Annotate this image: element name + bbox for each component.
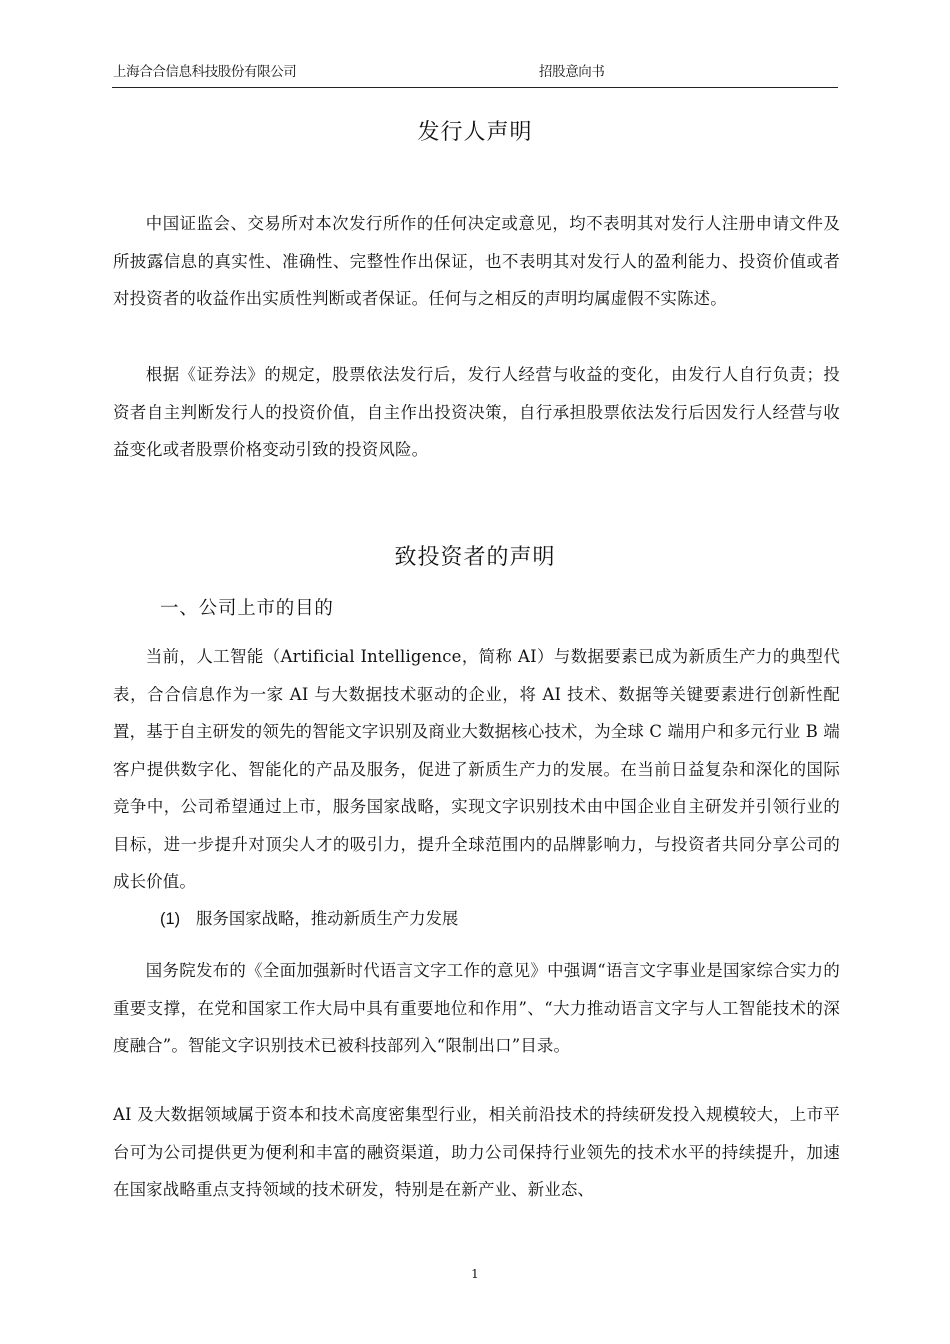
header-document-type: 招股意向书 [539,64,605,80]
subsection-title: 服务国家战略，推动新质生产力发展 [196,909,459,928]
header-divider [112,87,838,88]
page-number: 1 [471,1267,479,1281]
investor-statement-title: 致投资者的声明 [394,545,556,570]
subsection-number: (1) [160,910,181,928]
issuer-statement-title: 发行人声明 [417,120,533,145]
section-heading-listing-purpose: 一、公司上市的目的 [160,598,334,619]
national-strategy-paragraph-2: AI 及大数据领域属于资本和技术高度密集型行业，相关前沿技术的持续研发投入规模较大，上市平台可为公司提供更为便利和丰富的融资渠道，助力公司保持行业领先的技术水平的持续提升，加速在国家战略重点支持领域的技术研发，特别是在新产业、新业态、 [113,1105,840,1199]
national-strategy-paragraph-1: 国务院发布的《全面加强新时代语言文字工作的意见》中强调“语言文字事业是国家综合实力的重要支撑，在党和国家工作大局中具有重要地位和作用”、“大力推动语言文字与人工智能技术的深度融合”。智能文字识别技术已被科技部列入“限制出口”目录。 [113,961,840,1055]
listing-purpose-intro-paragraph: 当前，人工智能（Artificial Intelligence，简称 AI）与数据要素已成为新质生产力的典型代表，合合信息作为一家 AI 与大数据技术驱动的企业，将 AI 技术、数据等关键要素进行创新性配置，基于自主研发的领先的智能文字识别及商业大数据核心技术，为全球 C 端用户和多元行业 B 端客户提供数字化、智能化的产品及服务，促进了新质生产力的发展。在当前日益复杂和深化的国际竞争中，公司希望通过上市，服务国家战略，实现文字识别技术由中国企业自主研发并引领行业的目标，进一步提升对顶尖人才的吸引力，提升全球范围内的品牌影响力，与投资者共同分享公司的成长价值。 [113,647,840,891]
issuer-statement-paragraph-2: 根据《证券法》的规定，股票依法发行后，发行人经营与收益的变化，由发行人自行负责；投资者自主判断发行人的投资价值，自主作出投资决策，自行承担股票依法发行后因发行人经营与收益变化或者股票价格变动引致的投资风险。 [113,365,840,459]
header-company-name: 上海合合信息科技股份有限公司 [113,64,297,80]
subsection-heading-national-strategy [160,905,458,929]
page-header [113,58,838,80]
issuer-statement-paragraph-1: 中国证监会、交易所对本次发行所作的任何决定或意见，均不表明其对发行人注册申请文件及所披露信息的真实性、准确性、完整性作出保证，也不表明其对发行人的盈利能力、投资价值或者对投资者的收益作出实质性判断或者保证。任何与之相反的声明均属虚假不实陈述。 [113,214,840,308]
